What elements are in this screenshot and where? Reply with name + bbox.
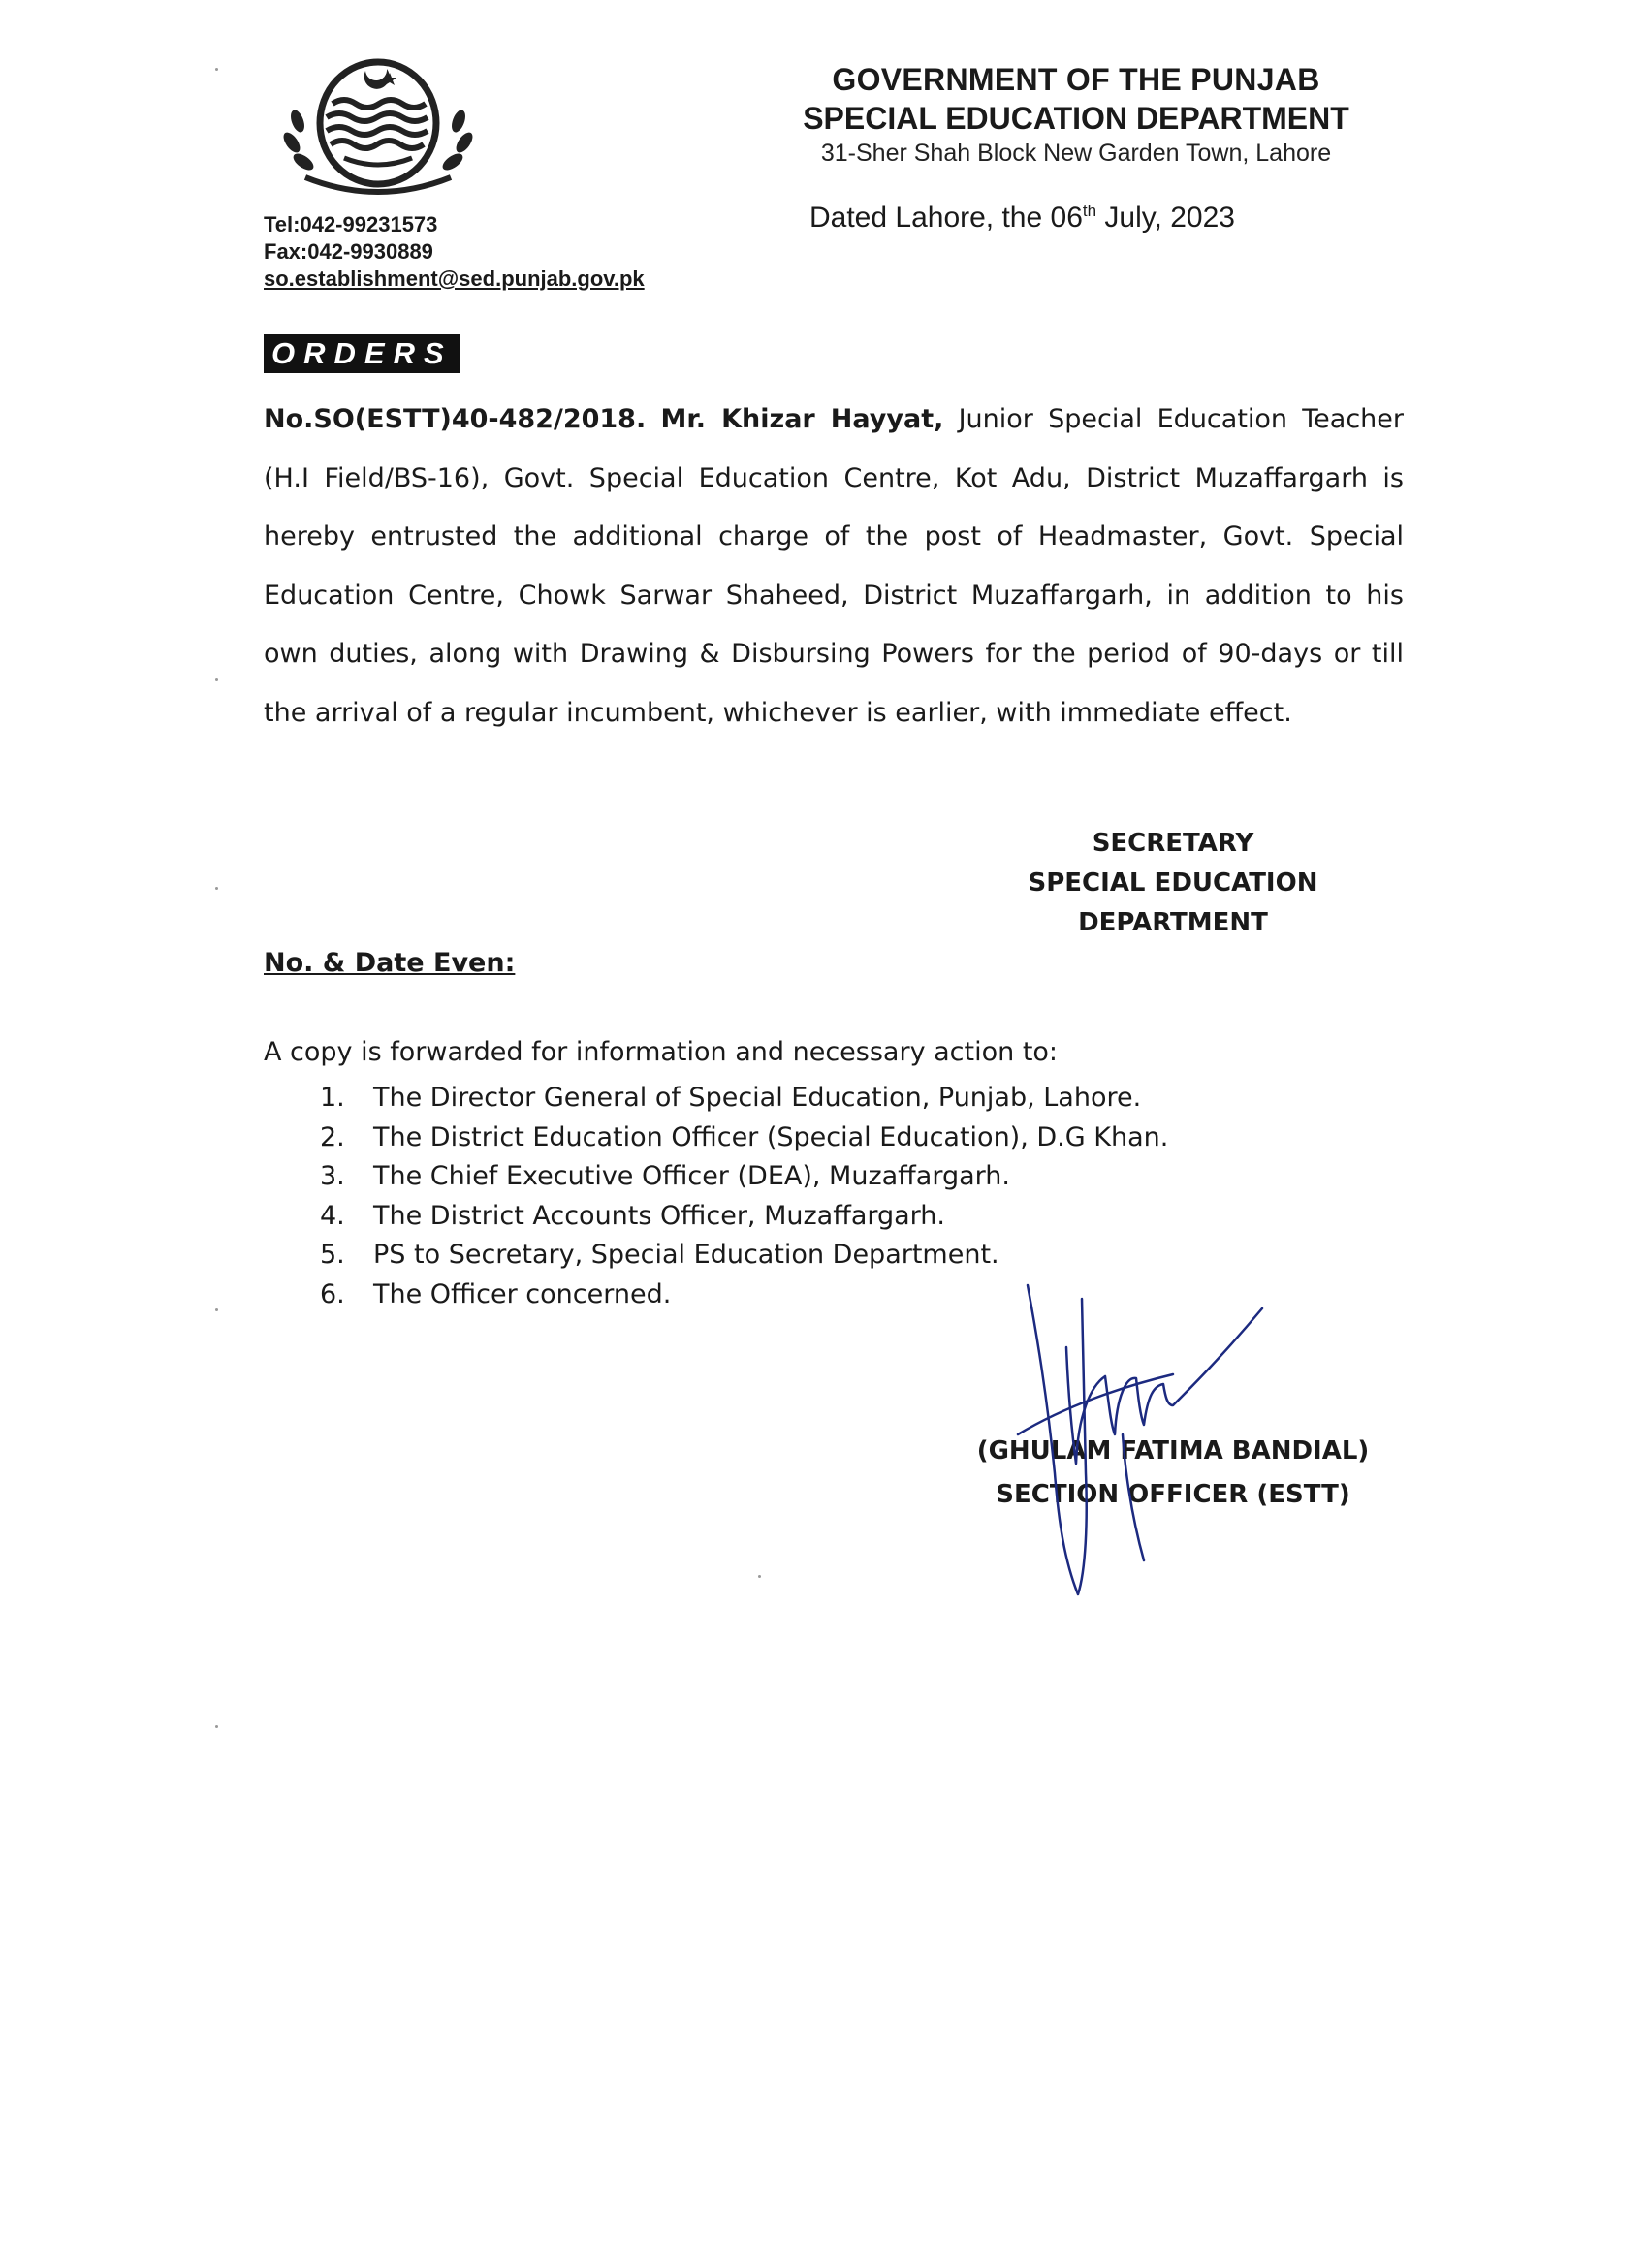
list-item: 2. The District Education Officer (Special Education), D.G Khan. xyxy=(320,1121,1169,1152)
government-title: GOVERNMENT OF THE PUNJAB xyxy=(832,62,1320,97)
list-item: 1. The Director General of Special Education, Punjab, Lahore. xyxy=(320,1083,1142,1113)
list-item: 5. PS to Secretary, Special Education Department. xyxy=(320,1240,999,1270)
orders-heading: ORDERS xyxy=(264,334,460,373)
officer-designation: SECTION OFFICER (ESTT) xyxy=(996,1480,1350,1509)
department-title: SPECIAL EDUCATION DEPARTMENT xyxy=(803,101,1349,136)
secretary-line-2: SPECIAL EDUCATION xyxy=(1028,868,1318,898)
scan-speck xyxy=(215,1308,218,1311)
officer-name: (GHULAM FATIMA BANDIAL) xyxy=(976,1436,1370,1465)
signature-icon xyxy=(1008,1279,1280,1599)
employee-name: Mr. Khizar Hayyat, xyxy=(660,404,944,434)
list-item: 4. The District Accounts Officer, Muzaffargarh. xyxy=(320,1200,946,1231)
scan-speck xyxy=(215,68,218,71)
department-address: 31-Sher Shah Block New Garden Town, Lahore xyxy=(820,140,1332,167)
forward-intro: A copy is forwarded for information and necessary action to: xyxy=(264,1037,1059,1067)
handwritten-signature xyxy=(1008,1279,1280,1599)
email-link[interactable]: so.establishment@sed.punjab.gov.pk xyxy=(264,267,645,291)
letter-date xyxy=(809,202,1235,235)
scan-speck xyxy=(758,1575,761,1578)
telephone: Tel:042-99231573 xyxy=(264,212,438,236)
scan-speck xyxy=(215,1725,218,1728)
secretary-line-3: DEPARTMENT xyxy=(1078,908,1268,937)
secretary-block xyxy=(1008,824,1338,943)
punjab-seal-icon xyxy=(276,53,480,199)
date-prefix: Dated Lahore, the 06 xyxy=(809,202,1083,234)
list-item: 6. The Officer concerned. xyxy=(320,1278,672,1309)
order-paragraph xyxy=(264,391,1404,742)
list-item: 3. The Chief Executive Officer (DEA), Muzaffargarh. xyxy=(320,1161,1010,1191)
scan-speck xyxy=(215,678,218,681)
fax: Fax:042-9930889 xyxy=(264,239,433,264)
contact-block xyxy=(264,211,645,293)
secretary-line-1: SECRETARY xyxy=(1092,829,1254,858)
letterhead xyxy=(766,60,1386,169)
order-text: Junior Special Education Teacher (H.I Field/BS-16), Govt. Special Education Centre, Kot Adu, District Muzaffargarh is hereby entrusted the additional charge of the post of Headmaster, Govt. Special Education Centre, Chowk Sarwar Shaheed, District Muzaffargarh, in addition to his own duties, along with Drawing & Disbursing Powers for the period of 90-days or till the arrival of a regular incumbent, whichever is earlier, with immediate effect. xyxy=(264,404,1404,728)
no-date-even: No. & Date Even: xyxy=(264,948,516,978)
date-suffix: July, 2023 xyxy=(1096,202,1235,234)
punjab-government-logo xyxy=(276,53,480,199)
date-ordinal: th xyxy=(1082,202,1097,220)
order-number: No.SO(ESTT)40-482/2018. xyxy=(264,404,647,434)
scan-speck xyxy=(215,887,218,890)
